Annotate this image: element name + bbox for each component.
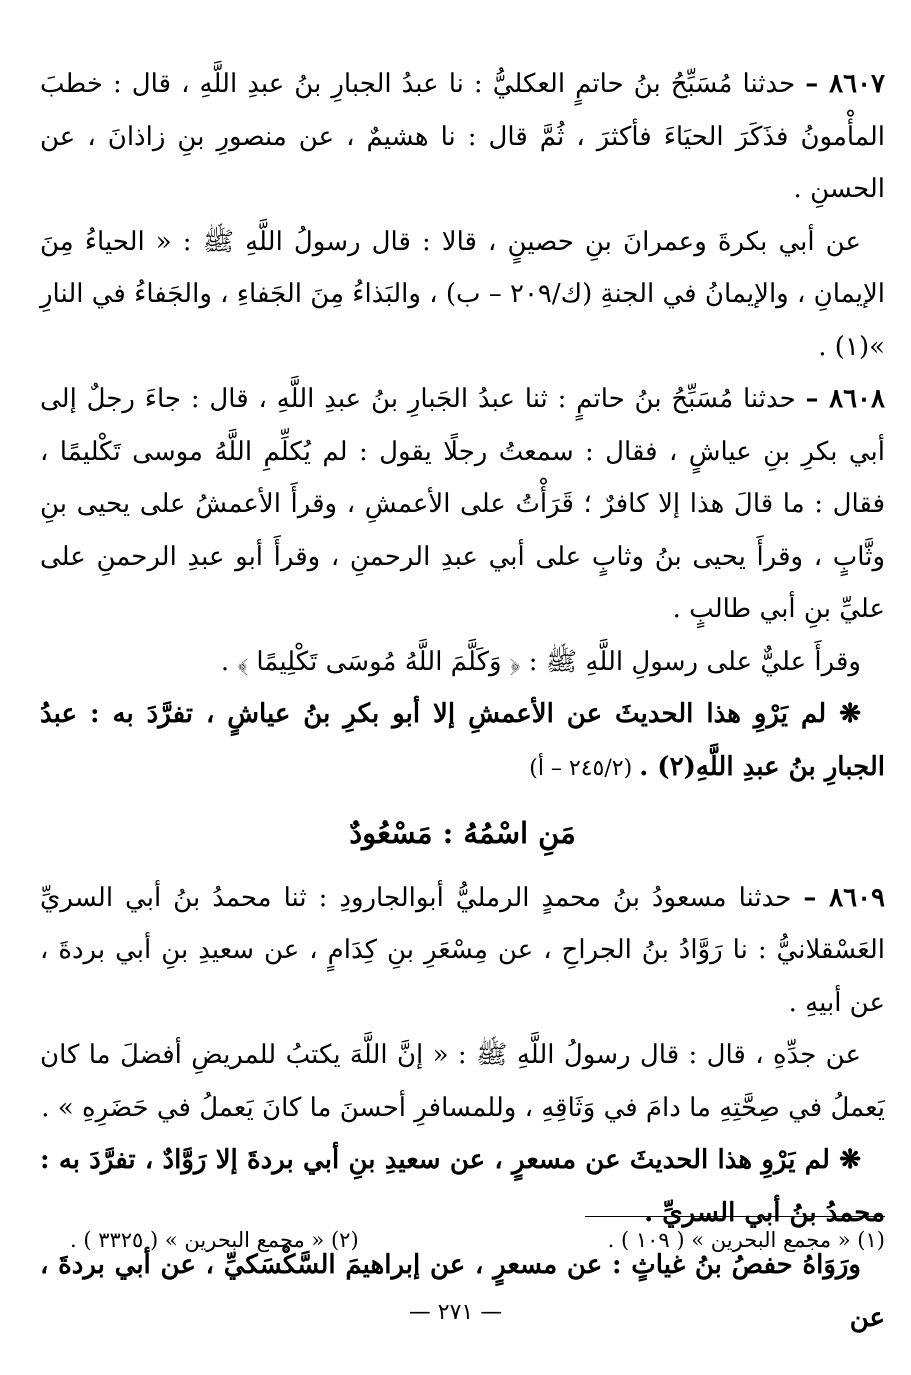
continuation-line: ورَوَاهُ حفصُ بنُ غياثٍ : عن مسعرٍ ، عن إبراهيمَ السَّكْسَكيِّ ، عن أبي بردةَ ، عن (40, 1250, 885, 1333)
asterism-icon: ❋ (839, 1145, 862, 1175)
hadith-text: عن جدِّهِ ، قال : قال رسولُ اللَّهِ ﷺ : « إنَّ اللَّهَ يكتبُ للمريضِ أفضلَ ما كان يَعملُ في صِحَّتِهِ ما دامَ في وَثَاقِهِ ، وللمسافرِ أحسنَ ما كانَ يَعملُ في حَضَرِهِ » . (40, 1040, 885, 1123)
footnote-1: (١) « مجمع البحرين » ( ١٠٩ ) . (607, 1228, 885, 1252)
hadith-text: حدثنا مُسَبِّحُ بنُ حاتمٍ العكليُّ : نا عبدُ الجبارِ بنُ عبدِ اللَّهِ ، قال : خطبَ المأْمونُ فذَكَرَ الحيَاءَ فأكثرَ ، ثُمَّ قال : نا هشيمٌ ، عن منصورِ بنِ زاذانَ ، عن الحسنِ . (40, 69, 885, 204)
hadith-8607 (40, 58, 885, 216)
hadith-number: ٨٦٠٨ – (805, 384, 885, 414)
hadith-text: وقرأَ عليٌّ على رسولِ اللَّهِ ﷺ : ﴿ وَكَلَّمَ اللَّهُ مُوسَى تَكْلِيمًا ﴾ . (220, 646, 861, 677)
hadith-8607-matn (40, 216, 885, 374)
manuscript-ref: (٢٤٥/٢ – أ) (529, 755, 640, 781)
hadith-8608 (40, 373, 885, 636)
footnote-2: (٢) « مجمع البحرين » ( ٣٣٢٥ ) . (70, 1228, 359, 1252)
hadith-8609-note (40, 1134, 885, 1239)
hadith-8608-matn (40, 636, 885, 689)
asterism-icon: ❋ (839, 699, 861, 729)
hadith-8609 (40, 872, 885, 1030)
hadith-number: ٨٦٠٧ – (805, 69, 885, 99)
hadith-text: عن أبي بكرةَ وعمرانَ بنِ حصينٍ ، قالا : قال رسولُ اللَّهِ ﷺ : « الحياءُ مِنَ الإيمانِ ، والإيمانُ في الجنةِ (ك/٢٠٩ – ب) ، والبَذاءُ مِنَ الجَفاءِ ، والجَفاءُ في النارِ »(١) . (40, 226, 885, 362)
page-number: — ٢٧١ — (408, 1300, 503, 1325)
section-heading: مَنِ اسْمُهُ : مَسْعُودٌ (349, 816, 576, 850)
hadith-text: حدثنا مسعودُ بنُ محمدٍ الرمليُّ أبوالجارودِ : ثنا محمدُ بنُ أبي السريِّ العَسْقلانيُّ : نا رَوَّادُ بنُ الجراحِ ، عن مِسْعَرِ بنِ كِدَامٍ ، عن سعيدِ بنِ أبي بردةَ ، عن أبيهِ . (40, 882, 885, 1018)
hadith-8609-matn (40, 1029, 885, 1134)
hadith-8608-note (40, 688, 885, 795)
hadith-number: ٨٦٠٩ – (803, 882, 885, 913)
note-text: لم يَرْوِ هذا الحديثَ عن الأعمشِ إلا أبو بكرِ بنُ عياشٍ ، تفرَّدَ به : عبدُ الجبارِ بنُ عبدِ اللَّهِ(٢) . (40, 699, 885, 782)
hadith-text: حدثنا مُسَبِّحُ بنُ حاتمٍ : ثنا عبدُ الجَبارِ بنُ عبدِ اللَّهِ ، قال : جاءَ رجلٌ إلى أبي بكرِ بنِ عياشٍ ، فقال : سمعتُ رجلًا يقول : لم يُكلِّمِ اللَّهُ موسى تَكْليمًا ، فقال : ما قالَ هذا إلا كافرٌ ؛ قَرَأْتُ على الأعمشِ ، وقرأَ الأعمشُ على يحيى بنِ وثَّابٍ ، وقرأَ يحيى بنُ وثابٍ على أبي عبدِ الرحمنِ ، وقرأَ أبو عبدِ الرحمنِ على عليِّ بنِ أبي طالبٍ . (40, 384, 885, 624)
page-body (40, 58, 885, 1344)
note-text: لم يَرْوِ هذا الحديثَ عن مسعرٍ ، عن سعيدِ بنِ أبي بردةَ إلا رَوَّادٌ ، تفرَّدَ به : محمدُ بنُ أبي السريِّ . (40, 1145, 885, 1228)
footnotes (70, 1228, 885, 1252)
footnote-divider (585, 1216, 885, 1217)
